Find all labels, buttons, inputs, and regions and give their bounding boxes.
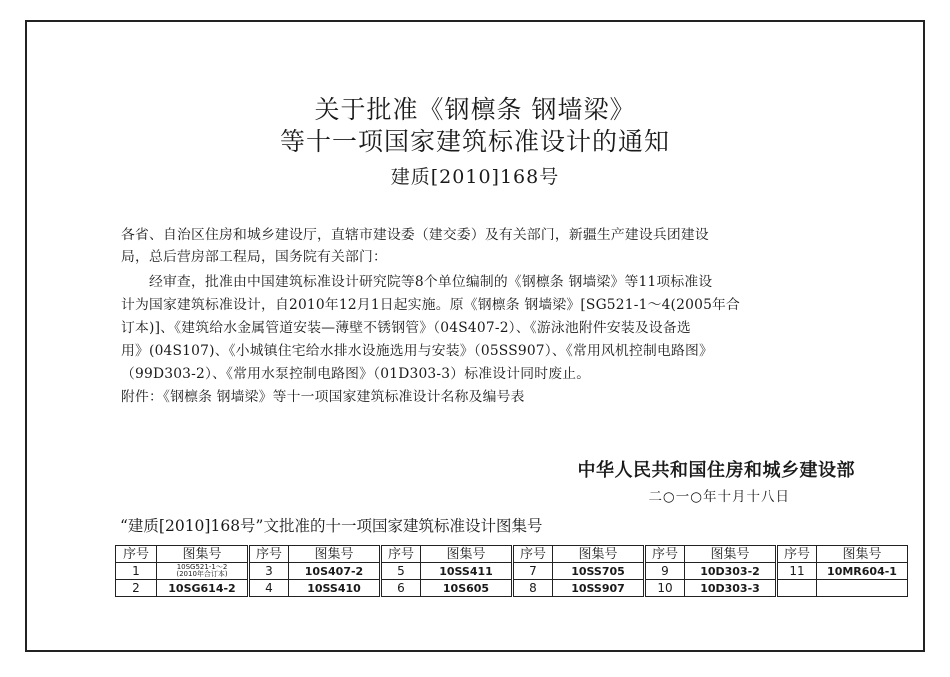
cell-code: 10SG614-2 bbox=[157, 580, 249, 597]
header-seq: 序号 bbox=[249, 546, 289, 563]
header-seq: 序号 bbox=[116, 546, 157, 563]
cell-code-line: (2010年合订本) bbox=[176, 570, 228, 578]
header-code: 图集号 bbox=[553, 546, 645, 563]
header-seq: 序号 bbox=[381, 546, 421, 563]
cell-seq: 1 bbox=[116, 563, 157, 580]
title-line-1: 关于批准《钢檩条 钢墙梁》 bbox=[314, 95, 636, 124]
cell-seq: 7 bbox=[513, 563, 553, 580]
body-line: 经审查，批准由中国建筑标准设计研究院等8个单位编制的《钢檩条 钢墙梁》等11项标准设 bbox=[121, 274, 713, 290]
cell-code: 10SS705 bbox=[553, 563, 645, 580]
header-seq: 序号 bbox=[777, 546, 817, 563]
cell-seq: 2 bbox=[116, 580, 157, 597]
header-code: 图集号 bbox=[685, 546, 777, 563]
cell-code bbox=[157, 563, 249, 580]
cell-seq: 3 bbox=[249, 563, 289, 580]
table-caption: “建质[2010]168号”文批准的十一项国家建筑标准设计图集号 bbox=[120, 517, 543, 535]
body-line: 用》(04S107)、《小城镇住宅给水排水设施选用与安装》（05SS907）、《常用风机控制电路图》 bbox=[121, 343, 713, 359]
cell-code: 10S407-2 bbox=[289, 563, 381, 580]
cell-code bbox=[817, 580, 908, 597]
body-line: 计为国家建筑标准设计，自2010年12月1日起实施。原《钢檩条 钢墙梁》[SG521-1～4(2005年合 bbox=[121, 297, 741, 313]
cell-seq: 4 bbox=[249, 580, 289, 597]
header-code: 图集号 bbox=[157, 546, 249, 563]
cell-code: 10MR604-1 bbox=[817, 563, 908, 580]
cell-code: 10SS411 bbox=[421, 563, 513, 580]
header-seq: 序号 bbox=[513, 546, 553, 563]
cell-seq: 6 bbox=[381, 580, 421, 597]
header-code: 图集号 bbox=[817, 546, 908, 563]
cell-seq: 5 bbox=[381, 563, 421, 580]
header-code: 图集号 bbox=[289, 546, 381, 563]
cell-code: 10D303-3 bbox=[685, 580, 777, 597]
cell-code: 10SS907 bbox=[553, 580, 645, 597]
cell-code: 10S605 bbox=[421, 580, 513, 597]
table-row bbox=[116, 580, 908, 597]
table-header-row bbox=[116, 546, 908, 563]
body-line: 局，总后营房部工程局，国务院有关部门： bbox=[121, 249, 387, 265]
cell-seq bbox=[777, 580, 817, 597]
table-row bbox=[116, 563, 908, 580]
cell-code: 10D303-2 bbox=[685, 563, 777, 580]
header-code: 图集号 bbox=[421, 546, 513, 563]
body-line: 各省、自治区住房和城乡建设厅，直辖市建设委（建交委）及有关部门，新疆生产建设兵团建设 bbox=[121, 227, 709, 243]
cell-seq: 8 bbox=[513, 580, 553, 597]
issue-date: 二○一○年十月十八日 bbox=[648, 489, 790, 505]
cell-seq: 11 bbox=[777, 563, 817, 580]
cell-code-line: 10SG521-1～2 bbox=[176, 563, 228, 571]
cell-seq: 9 bbox=[645, 563, 685, 580]
document-number: 建质[2010]168号 bbox=[390, 166, 560, 188]
title-line-2: 等十一项国家建筑标准设计的通知 bbox=[279, 127, 670, 156]
cell-code: 10SS410 bbox=[289, 580, 381, 597]
catalog-table bbox=[115, 545, 908, 597]
body-line: （99D303-2）、《常用水泵控制电路图》（01D303-3）标准设计同时废止。 bbox=[121, 366, 591, 382]
header-seq: 序号 bbox=[645, 546, 685, 563]
attachment-line: 附件：《钢檩条 钢墙梁》等十一项国家建筑标准设计名称及编号表 bbox=[121, 389, 525, 405]
body-line: 订本)]、《建筑给水金属管道安装—薄壁不锈钢管》（04S407-2）、《游泳池附件安装及设备选 bbox=[121, 320, 691, 336]
cell-seq: 10 bbox=[645, 580, 685, 597]
issuing-authority: 中华人民共和国住房和城乡建设部 bbox=[577, 460, 855, 481]
